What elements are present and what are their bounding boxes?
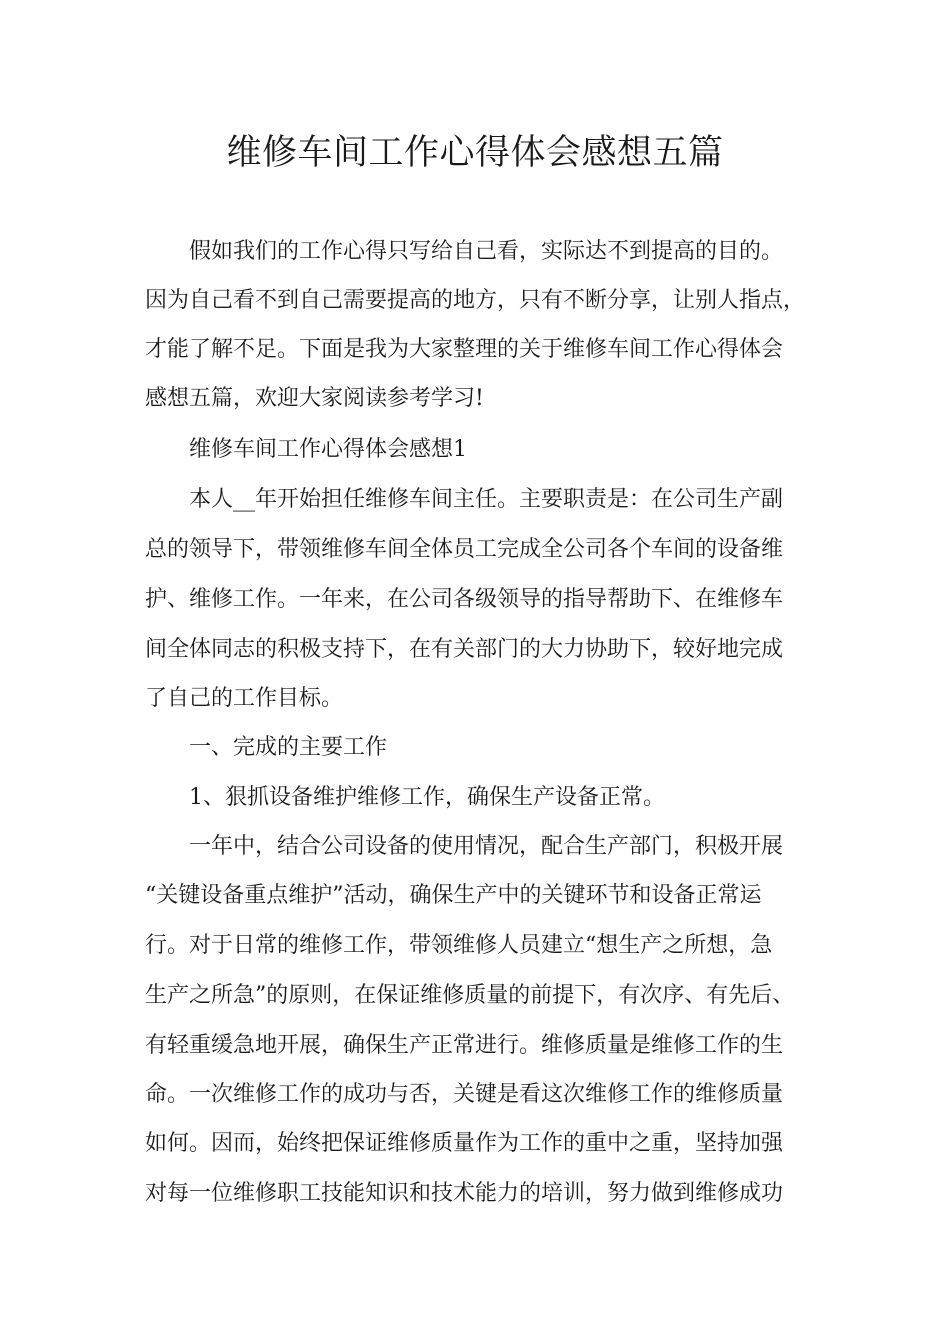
paragraph-line: 行。对于日常的维修工作，带领维修人员建立“想生产之所想，急 [145, 933, 773, 958]
paragraph-line: 生产之所急”的原则，在保证维修质量的前提下，有次序、有先后、 [145, 983, 795, 1008]
paragraph-line: 了自己的工作目标。 [145, 686, 344, 711]
paragraph-line: 总的领导下，带领维修车间全体员工完成全公司各个车间的设备维 [145, 537, 784, 562]
paragraph-line: 有轻重缓急地开展，确保生产正常进行。维修质量是维修工作的生 [145, 1033, 784, 1058]
paragraph-line: 本人__年开始担任维修车间主任。主要职责是：在公司生产副 [189, 487, 784, 512]
paragraph-line: 假如我们的工作心得只写给自己看，实际达不到提高的目的。 [189, 239, 784, 264]
subsection-heading: 1、狠抓设备维护维修工作，确保生产设备正常。 [189, 785, 665, 810]
section-heading: 一、完成的主要工作 [189, 735, 388, 760]
paragraph-line: 护、维修工作。一年来，在公司各级领导的指导帮助下、在维修车 [145, 587, 784, 612]
document-title: 维修车间工作心得体会感想五篇 [226, 133, 724, 173]
paragraph-line: 才能了解不足。下面是我为大家整理的关于维修车间工作心得体会 [145, 337, 784, 362]
section-heading: 维修车间工作心得体会感想1 [189, 437, 467, 462]
paragraph-line: 如何。因而，始终把保证维修质量作为工作的重中之重，坚持加强 [145, 1131, 784, 1156]
paragraph-line: 一年中，结合公司设备的使用情况，配合生产部门，积极开展 [189, 834, 784, 859]
paragraph-line: 因为自己看不到自己需要提高的地方，只有不断分享，让别人指点， [145, 288, 806, 313]
paragraph-line: 对每一位维修职工技能知识和技术能力的培训，努力做到维修成功 [145, 1181, 784, 1206]
paragraph-line: “关键设备重点维护”活动，确保生产中的关键环节和设备正常运 [145, 883, 762, 908]
paragraph-line: 命。一次维修工作的成功与否，关键是看这次维修工作的维修质量 [145, 1082, 784, 1107]
paragraph-line: 间全体同志的积极支持下，在有关部门的大力协助下，较好地完成 [145, 637, 784, 662]
paragraph-line: 感想五篇，欢迎大家阅读参考学习! [145, 386, 484, 411]
